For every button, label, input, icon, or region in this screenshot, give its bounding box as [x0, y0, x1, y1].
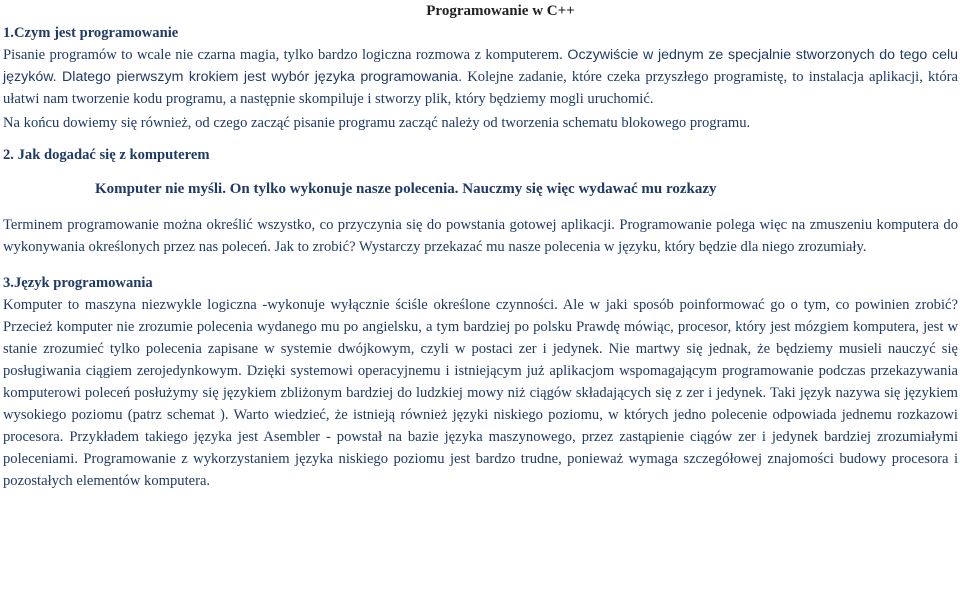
- section-1-paragraph-1-part-c: Kolejne zadanie, które czeka przyszłego programistę, to instalacja aplikacji, która ułatwi nam tworzenie kodu programu, a następnie skompiluje i stworzy plik, który będziemy mogli uruchomić.: [3, 69, 958, 107]
- section-1-paragraph-1: [3, 44, 958, 110]
- document-page: [3, 0, 958, 492]
- section-2-lead: Komputer nie myśli. On tylko wykonuje nasze polecenia. Nauczmy się więc wydawać mu rozkazy: [95, 181, 717, 197]
- section-1-paragraph-2: Na końcu dowiemy się również, od czego zacząć pisanie programu zacząć należy od tworzenia schematu blokowego programu.: [3, 115, 751, 131]
- section-2-heading: 2. Jak dogadać się z komputerem: [3, 147, 210, 163]
- section-1-paragraph-1-part-a: Pisanie programów to wcale nie czarna magia, tylko bardzo logiczna rozmowa z komputerem.: [3, 47, 563, 63]
- section-1-heading: 1.Czym jest programowanie: [3, 25, 179, 41]
- section-2-paragraph: Terminem programowanie można określić wszystko, co przyczynia się do powstania gotowej aplikacji. Programowanie polega więc na zmuszeniu komputera do wykonywania określonych przez nas poleceń. Jak to zrobić? Wystarczy przekazać mu nasze polecenia w języku, który będzie dla niego zrozumiały.: [3, 217, 958, 255]
- document-title: Programowanie w C++: [426, 3, 575, 19]
- section-1-paragraph-1-part-b: Oczywiście w jednym ze specjalnie stworzonych do tego celu języków. Dlatego pierwszym krokiem jest wybór języka programowania.: [3, 47, 958, 85]
- section-3-paragraph: Komputer to maszyna niezwykle logiczna -wykonuje wyłącznie ściśle określone czynności. Ale w jaki sposób poinformować go o tym, co powinien zrobić? Przecież komputer nie zrozumie polecenia wydanego mu po angielsku, a tym bardziej po polsku Prawdę mówiąc, procesor, który jest mózgiem komputera, jest w stanie zrozumieć tylko polecenia zapisane w systemie dwójkowym, czyli w postaci zer i jedynek. Nie martwy się jednak, że będziemy musieli nauczyć się posługiwania ciągiem zerojedynkowym. Dzięki systemowi operacyjnemu i istniejącym już aplikacjom wspomagającym programowanie podczas przekazywania komputerowi poleceń posłużymy się językiem zbliżonym bardziej do ludzkiej mowy niż ciągów składających się z zer i jedynek. Taki język nazywa się językiem wysokiego poziomu (patrz schemat ). Warto wiedzieć, że istnieją również języki niskiego poziomu, w których jedno polecenie odpowiada jednemu rozkazowi procesora. Przykładem takiego języka jest Asembler - powstał na bazie języka maszynowego, przez zastąpienie ciągów zer i jedynek bardziej zrozumiałymi poleceniami. Programowanie z wykorzystaniem języka niskiego poziomu jest bardzo trudne, ponieważ wymaga szczegółowej znajomości budowy procesora i pozostałych elementów komputera.: [3, 297, 958, 489]
- section-3-heading: 3.Język programowania: [3, 275, 153, 291]
